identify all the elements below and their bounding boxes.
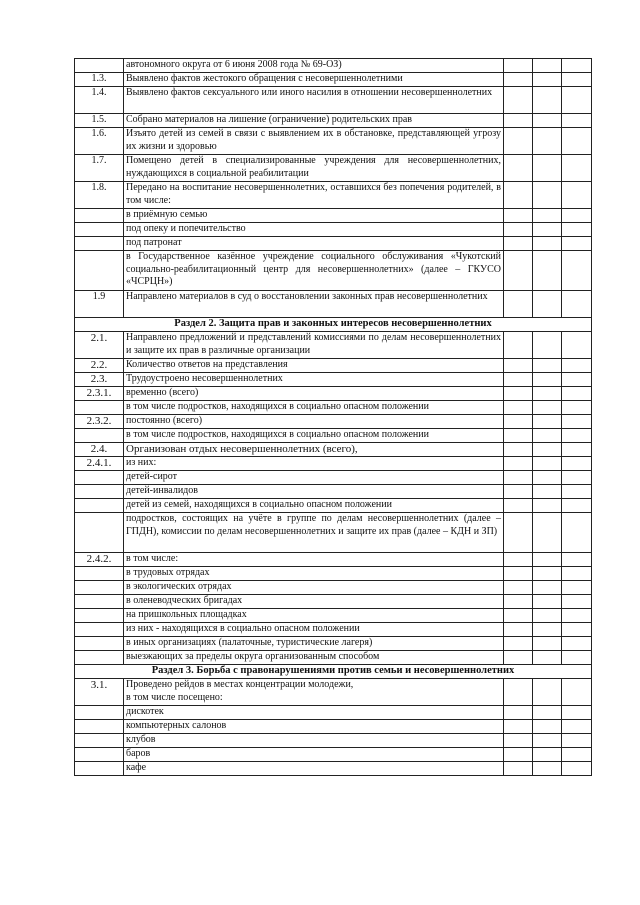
- value-cell[interactable]: [504, 332, 533, 359]
- value-cell[interactable]: [533, 291, 562, 318]
- table-row: [75, 237, 592, 251]
- table-row: [75, 471, 592, 485]
- row-description: в трудовых отрядах: [124, 567, 504, 581]
- value-cell[interactable]: [504, 155, 533, 182]
- value-cell[interactable]: [533, 429, 562, 443]
- value-cell[interactable]: [533, 499, 562, 513]
- value-cell[interactable]: [533, 251, 562, 291]
- value-cell[interactable]: [504, 182, 533, 209]
- value-cell[interactable]: [562, 499, 592, 513]
- value-cell[interactable]: [504, 443, 533, 457]
- row-description: в том числе:: [124, 553, 504, 567]
- value-cell[interactable]: [533, 679, 562, 706]
- value-cell[interactable]: [562, 155, 592, 182]
- value-cell[interactable]: [562, 443, 592, 457]
- row-number: [75, 499, 124, 513]
- row-description: детей-инвалидов: [124, 485, 504, 499]
- row-description: Количество ответов на представления: [124, 359, 504, 373]
- table-row: [75, 609, 592, 623]
- row-number: 1.5.: [75, 114, 124, 128]
- row-description: компьютерных салонов: [124, 720, 504, 734]
- value-cell[interactable]: [533, 595, 562, 609]
- row-description: в том числе подростков, находящихся в социально опасном положении: [124, 429, 504, 443]
- row-description: Организован отдых несовершеннолетних (всего),: [124, 443, 504, 457]
- value-cell[interactable]: [562, 581, 592, 595]
- value-cell[interactable]: [562, 471, 592, 485]
- table-row: [75, 567, 592, 581]
- row-number: [75, 595, 124, 609]
- value-cell[interactable]: [504, 251, 533, 291]
- row-number: [75, 748, 124, 762]
- row-number: 3.1.: [75, 679, 124, 706]
- value-cell[interactable]: [504, 651, 533, 665]
- value-cell[interactable]: [533, 706, 562, 720]
- row-number: 1.6.: [75, 128, 124, 155]
- value-cell[interactable]: [562, 567, 592, 581]
- row-description: Помещено детей в специализированные учреждения для несовершеннолетних, нуждающихся в социальной реабилитации: [124, 155, 504, 182]
- value-cell[interactable]: [533, 443, 562, 457]
- row-description: детей-сирот: [124, 471, 504, 485]
- row-number: 1.3.: [75, 73, 124, 87]
- row-description: из них - находящихся в социально опасном положении: [124, 623, 504, 637]
- value-cell[interactable]: [562, 609, 592, 623]
- value-cell[interactable]: [562, 128, 592, 155]
- row-description: в том числе подростков, находящихся в социально опасном положении: [124, 401, 504, 415]
- table-row: [75, 581, 592, 595]
- row-description: в приёмную семью: [124, 209, 504, 223]
- table-row: [75, 595, 592, 609]
- value-cell[interactable]: [562, 73, 592, 87]
- value-cell[interactable]: [504, 128, 533, 155]
- row-number: [75, 706, 124, 720]
- table-row: [75, 443, 592, 457]
- row-number: [75, 762, 124, 776]
- table-row: [75, 762, 592, 776]
- value-cell[interactable]: [504, 291, 533, 318]
- row-number: [75, 567, 124, 581]
- table-row: [75, 114, 592, 128]
- value-cell[interactable]: [504, 637, 533, 651]
- value-cell[interactable]: [533, 637, 562, 651]
- row-number: [75, 485, 124, 499]
- value-cell[interactable]: [504, 387, 533, 401]
- section-2-title: Раздел 2. Защита прав и законных интересов несовершеннолетних: [75, 318, 592, 332]
- table-row: [75, 485, 592, 499]
- table-row: [75, 291, 592, 318]
- row-number: 1.8.: [75, 182, 124, 209]
- value-cell[interactable]: [562, 291, 592, 318]
- row-number: [75, 471, 124, 485]
- table-row: [75, 373, 592, 387]
- row-number: [75, 720, 124, 734]
- value-cell[interactable]: [533, 87, 562, 114]
- value-cell[interactable]: [504, 373, 533, 387]
- row-number: 1.9: [75, 291, 124, 318]
- value-cell[interactable]: [533, 223, 562, 237]
- report-form-body: [75, 59, 592, 776]
- table-row: [75, 720, 592, 734]
- value-cell[interactable]: [562, 651, 592, 665]
- value-cell[interactable]: [562, 359, 592, 373]
- value-cell[interactable]: [533, 651, 562, 665]
- section-header-row: [75, 665, 592, 679]
- value-cell[interactable]: [562, 762, 592, 776]
- row-description: временно (всего): [124, 387, 504, 401]
- value-cell[interactable]: [562, 401, 592, 415]
- value-cell[interactable]: [533, 73, 562, 87]
- row-description: Выявлено фактов сексуального или иного насилия в отношении несовершеннолетних: [124, 87, 504, 114]
- value-cell[interactable]: [562, 485, 592, 499]
- row-number: 1.4.: [75, 87, 124, 114]
- value-cell[interactable]: [562, 734, 592, 748]
- row-number: [75, 513, 124, 553]
- row-number: [75, 609, 124, 623]
- table-row: [75, 457, 592, 471]
- row-description: на пришкольных площадках: [124, 609, 504, 623]
- row-number: [75, 429, 124, 443]
- row-description: в Государственное казённое учреждение социального обслуживания «Чукотский социально-реабилитационный центр для несовершеннолетних» (далее – ГКУСО «ЧСРЦН»): [124, 251, 504, 291]
- value-cell[interactable]: [562, 373, 592, 387]
- row-description: [124, 679, 504, 706]
- value-cell[interactable]: [504, 706, 533, 720]
- row-number: [75, 734, 124, 748]
- value-cell[interactable]: [504, 720, 533, 734]
- value-cell[interactable]: [504, 59, 533, 73]
- table-row: [75, 251, 592, 291]
- row-description-line-1: Проведено рейдов в местах концентрации молодежи,: [126, 679, 354, 690]
- value-cell[interactable]: [504, 457, 533, 471]
- value-cell[interactable]: [533, 332, 562, 359]
- row-description: клубов: [124, 734, 504, 748]
- row-number: [75, 251, 124, 291]
- table-row: [75, 59, 592, 73]
- row-number: 2.2.: [75, 359, 124, 373]
- value-cell[interactable]: [562, 679, 592, 706]
- value-cell[interactable]: [562, 415, 592, 429]
- table-row: [75, 387, 592, 401]
- row-number: 2.4.1.: [75, 457, 124, 471]
- table-row: [75, 87, 592, 114]
- value-cell[interactable]: [533, 581, 562, 595]
- value-cell[interactable]: [562, 387, 592, 401]
- row-number: 2.1.: [75, 332, 124, 359]
- table-row: [75, 499, 592, 513]
- value-cell[interactable]: [504, 595, 533, 609]
- value-cell[interactable]: [533, 155, 562, 182]
- row-description: постоянно (всего): [124, 415, 504, 429]
- value-cell[interactable]: [562, 623, 592, 637]
- table-row: [75, 415, 592, 429]
- value-cell[interactable]: [562, 513, 592, 553]
- table-row: [75, 401, 592, 415]
- value-cell[interactable]: [504, 623, 533, 637]
- table-row: [75, 734, 592, 748]
- row-description-line-2: в том числе посещено:: [126, 691, 223, 703]
- row-number: 2.3.1.: [75, 387, 124, 401]
- value-cell[interactable]: [562, 114, 592, 128]
- table-row: [75, 209, 592, 223]
- row-description: баров: [124, 748, 504, 762]
- value-cell[interactable]: [504, 114, 533, 128]
- value-cell[interactable]: [562, 720, 592, 734]
- table-row: [75, 679, 592, 706]
- value-cell[interactable]: [504, 87, 533, 114]
- value-cell[interactable]: [533, 209, 562, 223]
- table-row: [75, 553, 592, 567]
- value-cell[interactable]: [562, 332, 592, 359]
- value-cell[interactable]: [533, 387, 562, 401]
- value-cell[interactable]: [533, 623, 562, 637]
- row-description: Направлено материалов в суд о восстановлении законных прав несовершеннолетних: [124, 291, 504, 318]
- value-cell[interactable]: [504, 237, 533, 251]
- value-cell[interactable]: [504, 499, 533, 513]
- value-cell[interactable]: [504, 223, 533, 237]
- row-number: [75, 223, 124, 237]
- value-cell[interactable]: [504, 429, 533, 443]
- value-cell[interactable]: [533, 553, 562, 567]
- value-cell[interactable]: [533, 128, 562, 155]
- value-cell[interactable]: [562, 59, 592, 73]
- table-row: [75, 73, 592, 87]
- value-cell[interactable]: [504, 209, 533, 223]
- value-cell[interactable]: [562, 457, 592, 471]
- row-number: [75, 59, 124, 73]
- row-description: Передано на воспитание несовершеннолетних, оставшихся без попечения родителей, в том числе:: [124, 182, 504, 209]
- row-number: 2.4.: [75, 443, 124, 457]
- value-cell[interactable]: [533, 609, 562, 623]
- value-cell[interactable]: [533, 373, 562, 387]
- value-cell[interactable]: [533, 567, 562, 581]
- row-number: 1.7.: [75, 155, 124, 182]
- value-cell[interactable]: [533, 401, 562, 415]
- value-cell[interactable]: [533, 457, 562, 471]
- row-number: 2.3.2.: [75, 415, 124, 429]
- value-cell[interactable]: [533, 471, 562, 485]
- row-number: [75, 637, 124, 651]
- value-cell[interactable]: [504, 485, 533, 499]
- value-cell[interactable]: [533, 513, 562, 553]
- value-cell[interactable]: [504, 471, 533, 485]
- value-cell[interactable]: [533, 485, 562, 499]
- row-description: под патронат: [124, 237, 504, 251]
- row-number: [75, 623, 124, 637]
- value-cell[interactable]: [533, 415, 562, 429]
- table-row: [75, 429, 592, 443]
- value-cell[interactable]: [533, 359, 562, 373]
- value-cell[interactable]: [562, 87, 592, 114]
- value-cell[interactable]: [562, 553, 592, 567]
- row-description: автономного округа от 6 июня 2008 года № 69-ОЗ): [124, 59, 504, 73]
- row-description: из них:: [124, 457, 504, 471]
- value-cell[interactable]: [562, 251, 592, 291]
- table-row: [75, 513, 592, 553]
- row-description: под опеку и попечительство: [124, 223, 504, 237]
- value-cell[interactable]: [504, 513, 533, 553]
- value-cell[interactable]: [504, 73, 533, 87]
- value-cell[interactable]: [504, 401, 533, 415]
- row-description: детей из семей, находящихся в социально опасном положении: [124, 499, 504, 513]
- row-description: в иных организациях (палаточные, туристические лагеря): [124, 637, 504, 651]
- value-cell[interactable]: [504, 748, 533, 762]
- report-form-table: [74, 58, 592, 776]
- value-cell[interactable]: [562, 209, 592, 223]
- value-cell[interactable]: [533, 182, 562, 209]
- row-number: [75, 209, 124, 223]
- value-cell[interactable]: [533, 237, 562, 251]
- table-row: [75, 332, 592, 359]
- value-cell[interactable]: [562, 237, 592, 251]
- value-cell[interactable]: [504, 609, 533, 623]
- section-header-row: [75, 318, 592, 332]
- row-number: [75, 237, 124, 251]
- row-description: в оленеводческих бригадах: [124, 595, 504, 609]
- table-row: [75, 359, 592, 373]
- table-row: [75, 182, 592, 209]
- value-cell[interactable]: [533, 720, 562, 734]
- row-number: [75, 581, 124, 595]
- value-cell[interactable]: [562, 429, 592, 443]
- value-cell[interactable]: [504, 762, 533, 776]
- table-row: [75, 128, 592, 155]
- row-description: Направлено предложений и представлений комиссиями по делам несовершеннолетних и защите их прав в различные организации: [124, 332, 504, 359]
- value-cell[interactable]: [562, 182, 592, 209]
- row-description: в экологических отрядах: [124, 581, 504, 595]
- section-3-title: Раздел 3. Борьба с правонарушениями против семьи и несовершеннолетних: [75, 665, 592, 679]
- row-number: [75, 651, 124, 665]
- row-description: кафе: [124, 762, 504, 776]
- value-cell[interactable]: [562, 223, 592, 237]
- value-cell[interactable]: [533, 734, 562, 748]
- value-cell[interactable]: [504, 734, 533, 748]
- value-cell[interactable]: [504, 553, 533, 567]
- table-row: [75, 651, 592, 665]
- table-row: [75, 223, 592, 237]
- table-row: [75, 706, 592, 720]
- value-cell[interactable]: [533, 59, 562, 73]
- value-cell[interactable]: [504, 567, 533, 581]
- row-number: 2.3.: [75, 373, 124, 387]
- table-row: [75, 155, 592, 182]
- row-description: Трудоустроено несовершеннолетних: [124, 373, 504, 387]
- value-cell[interactable]: [533, 762, 562, 776]
- value-cell[interactable]: [562, 637, 592, 651]
- table-row: [75, 748, 592, 762]
- row-number: [75, 401, 124, 415]
- table-row: [75, 637, 592, 651]
- row-description: Изъято детей из семей в связи с выявлением их в обстановке, представляющей угрозу их жизни и здоровью: [124, 128, 504, 155]
- row-description: дискотек: [124, 706, 504, 720]
- value-cell[interactable]: [504, 359, 533, 373]
- row-description: подростков, состоящих на учёте в группе по делам несовершеннолетних (далее – ГПДН), комиссии по делам несовершеннолетних и защите их прав (далее – КДН и ЗП): [124, 513, 504, 553]
- row-description: Собрано материалов на лишение (ограничение) родительских прав: [124, 114, 504, 128]
- value-cell[interactable]: [562, 595, 592, 609]
- table-row: [75, 623, 592, 637]
- value-cell[interactable]: [533, 114, 562, 128]
- value-cell[interactable]: [504, 581, 533, 595]
- row-description: выезжающих за пределы округа организованным способом: [124, 651, 504, 665]
- row-description: Выявлено фактов жестокого обращения с несовершеннолетними: [124, 73, 504, 87]
- row-number: 2.4.2.: [75, 553, 124, 567]
- value-cell[interactable]: [504, 679, 533, 706]
- value-cell[interactable]: [504, 415, 533, 429]
- value-cell[interactable]: [533, 748, 562, 762]
- value-cell[interactable]: [562, 748, 592, 762]
- value-cell[interactable]: [562, 706, 592, 720]
